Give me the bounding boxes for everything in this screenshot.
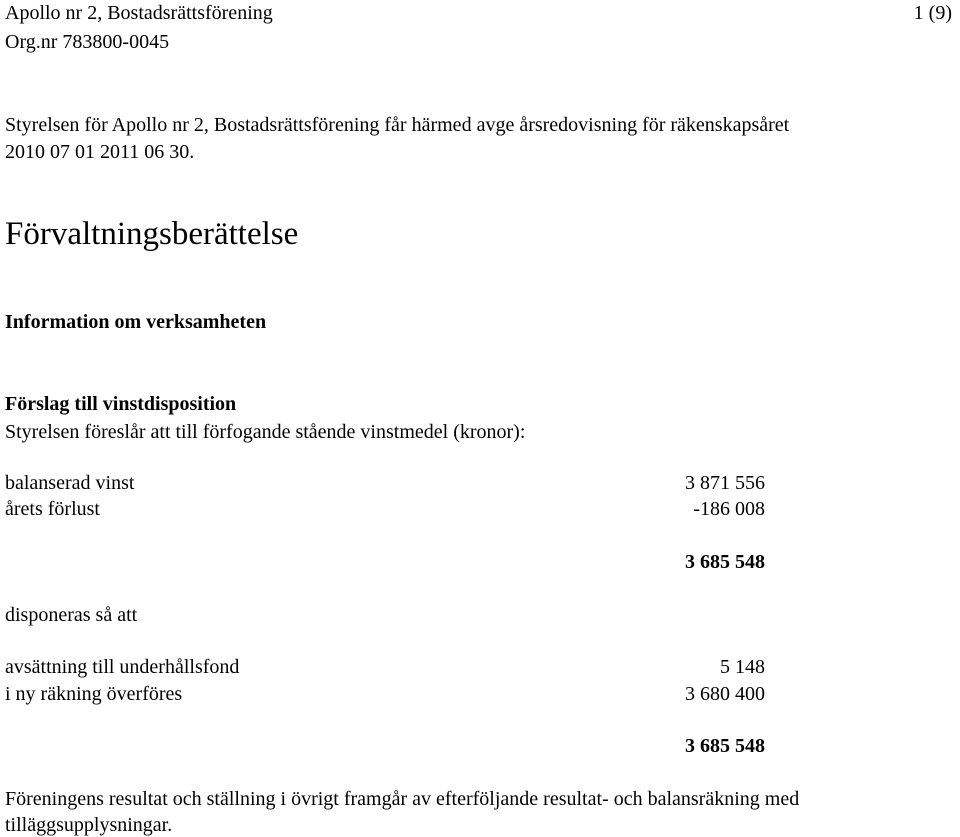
page-title: Förvaltningsberättelse [5, 216, 299, 252]
intro-line-2: 2010 07 01 2011 06 30. [5, 141, 195, 163]
section-heading-information: Information om verksamheten [5, 311, 267, 333]
row-label-underhallsfond: avsättning till underhållsfond [5, 656, 240, 678]
allocation-total: 3 685 548 [685, 735, 765, 757]
footer-line-2: tilläggsupplysningar. [5, 814, 173, 836]
footer-line-1: Föreningens resultat och ställning i övrigt framgår av efterföljande resultat- och balansräkning med [5, 788, 800, 810]
page-number: 1 (9) [913, 2, 952, 24]
row-value-arets-forlust: -186 008 [693, 498, 765, 520]
organization-name: Apollo nr 2, Bostadsrättsförening [5, 2, 273, 24]
row-value-ny-rakning: 3 680 400 [685, 683, 765, 705]
proposal-text: Styrelsen föreslår att till förfogande stående vinstmedel (kronor): [5, 421, 526, 443]
row-label-balanserad-vinst: balanserad vinst [5, 472, 135, 494]
row-value-underhallsfond: 5 148 [720, 656, 765, 678]
dispose-heading: disponeras så att [5, 604, 138, 626]
intro-line-1: Styrelsen för Apollo nr 2, Bostadsrättsförening får härmed avge årsredovisning för räkenskapsåret [5, 114, 790, 136]
organization-number: Org.nr 783800-0045 [5, 31, 170, 53]
row-value-balanserad-vinst: 3 871 556 [685, 472, 765, 494]
row-label-ny-rakning: i ny räkning överföres [5, 683, 183, 705]
section-heading-proposal: Förslag till vinstdisposition [5, 393, 237, 415]
row-label-arets-forlust: årets förlust [5, 498, 100, 520]
available-total: 3 685 548 [685, 551, 765, 573]
